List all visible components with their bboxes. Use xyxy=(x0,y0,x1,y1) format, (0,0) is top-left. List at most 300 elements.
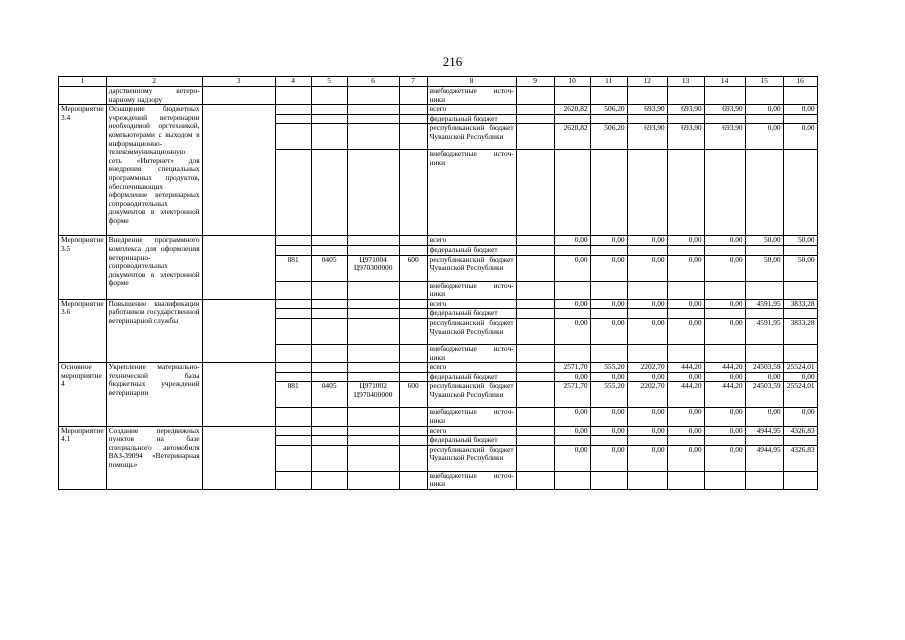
rzpr-code xyxy=(311,114,347,124)
amount-cell: 0,00 xyxy=(590,236,627,246)
grbs-code xyxy=(275,124,311,150)
table-row xyxy=(59,236,818,246)
rzpr-code xyxy=(311,372,347,382)
grbs-code xyxy=(275,281,311,299)
amount-cell: 50,00 xyxy=(783,255,817,281)
amount-cell: 4326,83 xyxy=(783,426,817,436)
amount-cell xyxy=(627,436,667,446)
page-number: 216 xyxy=(442,54,463,69)
amount-cell: 50,00 xyxy=(745,236,783,246)
vr-code xyxy=(399,363,427,373)
amount-cell: 693,90 xyxy=(704,124,745,150)
empty-cell xyxy=(516,344,554,362)
rzpr-code xyxy=(311,150,347,236)
amount-cell: 3833,28 xyxy=(783,299,817,309)
amount-cell: 444,20 xyxy=(667,363,704,373)
amount-cell xyxy=(554,114,590,124)
amount-cell: 693,90 xyxy=(667,105,704,115)
amount-cell: 2202,70 xyxy=(627,382,667,408)
amount-cell: 24503,59 xyxy=(745,363,783,373)
amount-cell: 0,00 xyxy=(554,318,590,344)
csr-code xyxy=(347,124,399,150)
csr-code xyxy=(347,105,399,115)
empty-cell xyxy=(516,372,554,382)
funding-source: внебюджетные источ-ники xyxy=(427,408,516,426)
rzpr-code: 0405 xyxy=(311,382,347,408)
amount-cell xyxy=(627,150,667,236)
amount-cell xyxy=(783,281,817,299)
amount-cell: 0,00 xyxy=(667,255,704,281)
amount-cell: 0,00 xyxy=(667,426,704,436)
amount-cell: 693,90 xyxy=(627,105,667,115)
csr-code xyxy=(347,471,399,489)
amount-cell: 0,00 xyxy=(667,236,704,246)
continuation-source: внебюджетные источ-ники xyxy=(427,87,516,105)
amount-cell xyxy=(745,114,783,124)
column-number: 11 xyxy=(590,77,627,87)
empty-cell xyxy=(516,445,554,471)
grbs-code: 881 xyxy=(275,382,311,408)
empty-cell xyxy=(516,150,554,236)
amount-cell: 0,00 xyxy=(554,426,590,436)
amount-cell xyxy=(745,281,783,299)
funding-source: внебюджетные источ-ники xyxy=(427,344,516,362)
amount-cell: 0,00 xyxy=(704,255,745,281)
amount-cell: 0,00 xyxy=(627,236,667,246)
rzpr-code xyxy=(311,236,347,246)
grbs-code xyxy=(275,363,311,373)
empty-cell xyxy=(516,382,554,408)
csr-code xyxy=(347,436,399,446)
amount-cell: 555,20 xyxy=(590,382,627,408)
vr-code xyxy=(399,344,427,362)
vr-code xyxy=(399,436,427,446)
vr-code xyxy=(399,114,427,124)
amount-cell xyxy=(783,245,817,255)
budget-table xyxy=(58,76,818,490)
amount-cell: 0,00 xyxy=(745,124,783,150)
amount-cell: 4591,95 xyxy=(745,299,783,309)
amount-cell: 444,20 xyxy=(704,363,745,373)
amount-cell xyxy=(667,114,704,124)
empty-cell xyxy=(516,245,554,255)
amount-cell xyxy=(704,150,745,236)
amount-cell: 0,00 xyxy=(590,255,627,281)
amount-cell xyxy=(704,114,745,124)
rzpr-code xyxy=(311,471,347,489)
vr-code: 600 xyxy=(399,255,427,281)
funding-source: республиканский бюджет Чувашской Республики xyxy=(427,382,516,408)
empty-cell xyxy=(516,408,554,426)
funding-source: федеральный бюджет xyxy=(427,114,516,124)
continuation-row xyxy=(59,87,818,105)
funding-source: внебюджетные источ-ники xyxy=(427,281,516,299)
amount-cell xyxy=(554,436,590,446)
rzpr-code xyxy=(311,318,347,344)
empty-cell xyxy=(516,124,554,150)
funding-source: федеральный бюджет xyxy=(427,245,516,255)
event-name: Внедрение программного комплекса для оформления ветеринарно-сопроводительных документов в электронной форме xyxy=(106,236,202,299)
amount-cell xyxy=(590,309,627,319)
table-row xyxy=(59,363,818,373)
amount-cell: 0,00 xyxy=(590,299,627,309)
grbs-code xyxy=(275,114,311,124)
vr-code xyxy=(399,318,427,344)
table-row xyxy=(59,299,818,309)
amount-cell xyxy=(667,436,704,446)
empty-cell xyxy=(516,363,554,373)
amount-cell: 0,00 xyxy=(554,236,590,246)
amount-cell xyxy=(783,309,817,319)
amount-cell xyxy=(627,309,667,319)
column-number: 7 xyxy=(399,77,427,87)
event-type: Мероприятие 3.6 xyxy=(59,299,107,362)
column-number: 9 xyxy=(516,77,554,87)
vr-code xyxy=(399,236,427,246)
amount-cell: 4944,95 xyxy=(745,426,783,436)
amount-cell: 0,00 xyxy=(783,372,817,382)
amount-cell xyxy=(704,471,745,489)
column-number: 1 xyxy=(59,77,107,87)
amount-cell: 0,00 xyxy=(704,426,745,436)
rzpr-code xyxy=(311,245,347,255)
amount-cell: 50,00 xyxy=(783,236,817,246)
amount-cell: 506,20 xyxy=(590,124,627,150)
amount-cell: 0,00 xyxy=(704,299,745,309)
column-number: 4 xyxy=(275,77,311,87)
amount-cell xyxy=(745,245,783,255)
event-type: Мероприятие 4.1 xyxy=(59,426,107,489)
rzpr-code xyxy=(311,344,347,362)
csr-code xyxy=(347,236,399,246)
rzpr-code xyxy=(311,124,347,150)
amount-cell xyxy=(745,344,783,362)
vr-code xyxy=(399,245,427,255)
grbs-code xyxy=(275,150,311,236)
rzpr-code xyxy=(311,363,347,373)
funding-source: всего xyxy=(427,236,516,246)
csr-code xyxy=(347,408,399,426)
column-number: 14 xyxy=(704,77,745,87)
column-number: 10 xyxy=(554,77,590,87)
amount-cell: 693,90 xyxy=(627,124,667,150)
vr-code xyxy=(399,299,427,309)
vr-code xyxy=(399,408,427,426)
amount-cell xyxy=(590,281,627,299)
amount-cell xyxy=(554,344,590,362)
event-type: Мероприятие 3.4 xyxy=(59,105,107,236)
funding-source: республиканский бюджет Чувашской Республики xyxy=(427,445,516,471)
amount-cell xyxy=(554,245,590,255)
rzpr-code xyxy=(311,281,347,299)
amount-cell: 0,00 xyxy=(704,408,745,426)
amount-cell: 0,00 xyxy=(590,445,627,471)
grbs-code xyxy=(275,372,311,382)
vr-code xyxy=(399,445,427,471)
empty-cell xyxy=(516,255,554,281)
amount-cell: 2571,70 xyxy=(554,382,590,408)
funding-source: республиканский бюджет Чувашской Республики xyxy=(427,124,516,150)
amount-cell xyxy=(667,150,704,236)
csr-code xyxy=(347,309,399,319)
amount-cell: 0,00 xyxy=(590,408,627,426)
amount-cell: 50,00 xyxy=(745,255,783,281)
vr-code xyxy=(399,309,427,319)
amount-cell: 0,00 xyxy=(783,105,817,115)
grbs-code xyxy=(275,245,311,255)
amount-cell xyxy=(590,471,627,489)
rzpr-code xyxy=(311,309,347,319)
amount-cell xyxy=(667,471,704,489)
continuation-type xyxy=(59,87,107,105)
amount-cell: 0,00 xyxy=(554,445,590,471)
amount-cell xyxy=(667,309,704,319)
amount-cell: 0,00 xyxy=(554,299,590,309)
rzpr-code xyxy=(311,408,347,426)
csr-code xyxy=(347,318,399,344)
amount-cell: 0,00 xyxy=(667,299,704,309)
grbs-code xyxy=(275,344,311,362)
csr-code xyxy=(347,445,399,471)
grbs-code xyxy=(275,445,311,471)
rzpr-code xyxy=(311,445,347,471)
amount-cell xyxy=(667,281,704,299)
amount-cell: 0,00 xyxy=(627,299,667,309)
csr-code xyxy=(347,372,399,382)
amount-cell: 2202,70 xyxy=(627,363,667,373)
event-name: Создание передвижных пунктов на базе специального автомобиля ВАЗ-39094 «Ветеринарная помощь» xyxy=(106,426,202,489)
csr-code xyxy=(347,299,399,309)
amount-cell: 0,00 xyxy=(745,408,783,426)
funding-source: внебюджетные источ-ники xyxy=(427,471,516,489)
amount-cell: 0,00 xyxy=(590,372,627,382)
csr-code: Ц971004 Ц970300000 xyxy=(347,255,399,281)
empty-cell xyxy=(516,299,554,309)
amount-cell: 0,00 xyxy=(667,318,704,344)
grbs-code xyxy=(275,426,311,436)
amount-cell xyxy=(745,436,783,446)
grbs-code: 881 xyxy=(275,255,311,281)
amount-cell xyxy=(627,245,667,255)
amount-cell xyxy=(554,471,590,489)
amount-cell xyxy=(627,344,667,362)
amount-cell xyxy=(704,245,745,255)
amount-cell xyxy=(745,471,783,489)
empty-cell xyxy=(516,114,554,124)
amount-cell: 3833,28 xyxy=(783,318,817,344)
amount-cell: 4591,95 xyxy=(745,318,783,344)
rzpr-code xyxy=(311,426,347,436)
continuation-name: дарственному ветери-нарному надзору xyxy=(106,87,202,105)
empty-cell xyxy=(516,236,554,246)
amount-cell: 0,00 xyxy=(783,124,817,150)
amount-cell: 0,00 xyxy=(667,408,704,426)
event-type: Основное мероприятие 4 xyxy=(59,363,107,426)
amount-cell: 0,00 xyxy=(627,255,667,281)
amount-cell xyxy=(667,245,704,255)
grbs-code xyxy=(275,236,311,246)
amount-cell: 0,00 xyxy=(783,408,817,426)
csr-code xyxy=(347,114,399,124)
amount-cell: 4944,95 xyxy=(745,445,783,471)
amount-cell: 0,00 xyxy=(627,426,667,436)
amount-cell: 555,20 xyxy=(590,363,627,373)
amount-cell xyxy=(783,150,817,236)
vr-code xyxy=(399,105,427,115)
funding-source: всего xyxy=(427,363,516,373)
empty-cell xyxy=(516,309,554,319)
grbs-code xyxy=(275,299,311,309)
rzpr-code xyxy=(311,105,347,115)
column-number: 12 xyxy=(627,77,667,87)
event-name: Оснащение бюджетных учреждений ветеринарии необходимой оргтехникой, компьютерами с выходом в информационно-телекоммуникационную сеть «Интернет» для внедрения специальных программных продуктов, обеспечивающих оформление ветеринарных сопроводительных документов в электронной форме xyxy=(106,105,202,236)
rzpr-code xyxy=(311,299,347,309)
vr-code xyxy=(399,150,427,236)
csr-code xyxy=(347,245,399,255)
amount-cell: 0,00 xyxy=(704,318,745,344)
grbs-code xyxy=(275,318,311,344)
amount-cell xyxy=(590,245,627,255)
amount-cell: 0,00 xyxy=(704,372,745,382)
amount-cell xyxy=(783,471,817,489)
budget-table-body xyxy=(59,77,818,490)
responsible-executor xyxy=(202,236,275,299)
responsible-executor xyxy=(202,426,275,489)
amount-cell: 0,00 xyxy=(627,445,667,471)
amount-cell xyxy=(783,344,817,362)
empty-cell xyxy=(516,436,554,446)
amount-cell xyxy=(704,281,745,299)
amount-cell: 0,00 xyxy=(554,255,590,281)
grbs-code xyxy=(275,309,311,319)
column-number: 6 xyxy=(347,77,399,87)
amount-cell: 444,20 xyxy=(667,382,704,408)
grbs-code xyxy=(275,436,311,446)
amount-cell: 0,00 xyxy=(554,372,590,382)
empty-cell xyxy=(516,426,554,436)
rzpr-code xyxy=(311,436,347,446)
amount-cell: 0,00 xyxy=(704,236,745,246)
amount-cell: 0,00 xyxy=(627,318,667,344)
funding-source: федеральный бюджет xyxy=(427,309,516,319)
amount-cell xyxy=(745,309,783,319)
amount-cell: 25524,01 xyxy=(783,363,817,373)
csr-code xyxy=(347,150,399,236)
grbs-code xyxy=(275,471,311,489)
funding-source: всего xyxy=(427,105,516,115)
table-row xyxy=(59,426,818,436)
vr-code xyxy=(399,372,427,382)
amount-cell: 0,00 xyxy=(745,105,783,115)
column-number: 16 xyxy=(783,77,817,87)
funding-source: федеральный бюджет xyxy=(427,436,516,446)
amount-cell: 2571,70 xyxy=(554,363,590,373)
column-number: 13 xyxy=(667,77,704,87)
empty-cell xyxy=(516,318,554,344)
amount-cell: 693,90 xyxy=(704,105,745,115)
funding-source: внебюджетные источ-ники xyxy=(427,150,516,236)
table-row xyxy=(59,105,818,115)
amount-cell: 0,00 xyxy=(667,372,704,382)
amount-cell xyxy=(704,344,745,362)
amount-cell: 0,00 xyxy=(627,372,667,382)
responsible-executor xyxy=(202,363,275,426)
responsible-executor xyxy=(202,299,275,362)
amount-cell: 25524,01 xyxy=(783,382,817,408)
amount-cell: 0,00 xyxy=(667,445,704,471)
event-name: Повышение квалификации работников государственной ветеринарной службы xyxy=(106,299,202,362)
amount-cell xyxy=(667,344,704,362)
amount-cell xyxy=(590,150,627,236)
amount-cell xyxy=(627,114,667,124)
amount-cell xyxy=(704,436,745,446)
vr-code: 600 xyxy=(399,382,427,408)
amount-cell xyxy=(745,150,783,236)
amount-cell: 506,20 xyxy=(590,105,627,115)
funding-source: федеральный бюджет xyxy=(427,372,516,382)
vr-code xyxy=(399,281,427,299)
funding-source: республиканский бюджет Чувашской Республики xyxy=(427,318,516,344)
column-number: 5 xyxy=(311,77,347,87)
amount-cell: 0,00 xyxy=(590,426,627,436)
empty-cell xyxy=(516,281,554,299)
amount-cell xyxy=(783,114,817,124)
csr-code xyxy=(347,426,399,436)
amount-cell: 2620,82 xyxy=(554,124,590,150)
funding-source: всего xyxy=(427,299,516,309)
amount-cell: 0,00 xyxy=(704,445,745,471)
amount-cell xyxy=(590,436,627,446)
amount-cell xyxy=(554,309,590,319)
vr-code xyxy=(399,426,427,436)
amount-cell: 24503,59 xyxy=(745,382,783,408)
csr-code xyxy=(347,363,399,373)
funding-source: республиканский бюджет Чувашской Республики xyxy=(427,255,516,281)
column-number-row xyxy=(59,77,818,87)
vr-code xyxy=(399,471,427,489)
funding-source: всего xyxy=(427,426,516,436)
rzpr-code: 0405 xyxy=(311,255,347,281)
empty-cell xyxy=(516,471,554,489)
event-type: Мероприятие 3.5 xyxy=(59,236,107,299)
csr-code: Ц971002 Ц970400000 xyxy=(347,382,399,408)
column-number: 15 xyxy=(745,77,783,87)
grbs-code xyxy=(275,408,311,426)
amount-cell: 693,90 xyxy=(667,124,704,150)
event-name: Укрепление материально-технической базы бюджетных учреждений ветеринарии xyxy=(106,363,202,426)
amount-cell xyxy=(554,150,590,236)
amount-cell: 2620,82 xyxy=(554,105,590,115)
grbs-code xyxy=(275,105,311,115)
amount-cell: 0,00 xyxy=(627,408,667,426)
csr-code xyxy=(347,281,399,299)
amount-cell xyxy=(627,281,667,299)
amount-cell: 444,20 xyxy=(704,382,745,408)
empty-cell xyxy=(516,105,554,115)
column-number: 2 xyxy=(106,77,202,87)
amount-cell xyxy=(783,436,817,446)
amount-cell xyxy=(704,309,745,319)
amount-cell: 4326,83 xyxy=(783,445,817,471)
column-number: 3 xyxy=(202,77,275,87)
amount-cell xyxy=(554,281,590,299)
amount-cell: 0,00 xyxy=(554,408,590,426)
amount-cell: 0,00 xyxy=(590,318,627,344)
column-number: 8 xyxy=(427,77,516,87)
responsible-executor xyxy=(202,105,275,236)
amount-cell: 0,00 xyxy=(745,372,783,382)
csr-code xyxy=(347,344,399,362)
